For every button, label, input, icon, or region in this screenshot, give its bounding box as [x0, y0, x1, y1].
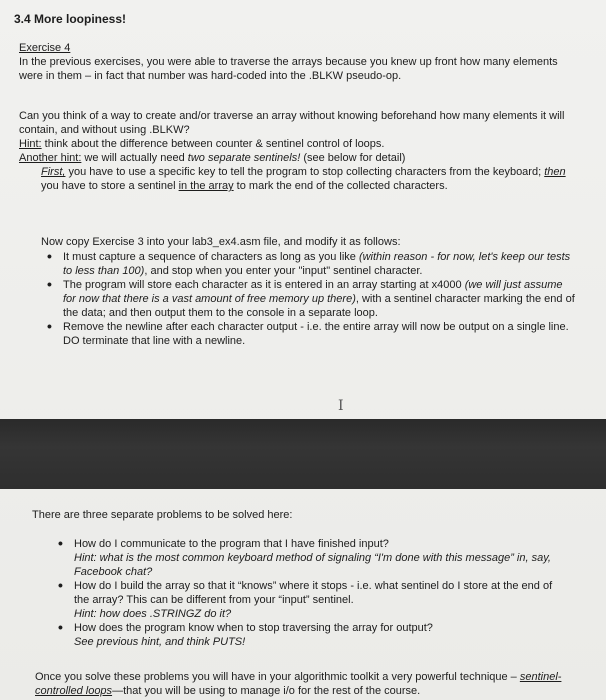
problem-hint: Hint: what is the most common keyboard method of signaling “I'm done with this message” in, say, Facebook chat?	[74, 552, 551, 578]
question-block	[19, 109, 579, 193]
problem-item	[52, 537, 564, 579]
first-text-c: to mark the end of the collected characters.	[233, 180, 448, 192]
then-label: then	[544, 166, 566, 178]
text-cursor-icon: I	[338, 398, 344, 414]
closing-paragraph	[35, 670, 575, 698]
requirement-text-end: , and stop when you enter your "input" sentinel character.	[144, 265, 423, 277]
another-hint-label: Another hint:	[19, 152, 82, 164]
first-text-a: you have to use a specific key to tell the program to stop collecting characters from the keyboard;	[65, 166, 545, 178]
closing-text-b: —that you will be using to manage i/o for the rest of the course.	[112, 685, 421, 697]
problem-question: • How do I build the array so that it “knows” where it stops - i.e. what sentinel do I store at the end of the array? This can be different from your “input” sentinel.	[74, 580, 553, 606]
closing-text-a: Once you solve these problems you will have in your algorithmic toolkit a very powerful technique –	[35, 671, 520, 683]
requirement-item	[41, 250, 577, 278]
problem-item	[52, 621, 564, 649]
requirements-list	[41, 250, 577, 348]
in-array-text: in the array	[178, 180, 234, 192]
question-text: Can you think of a way to create and/or traverse an array without knowing beforehand how many elements it will contain, and without using .BLKW?	[19, 110, 565, 136]
section-title: 3.4 More loopiness!	[14, 12, 127, 26]
exercise-intro: In the previous exercises, you were able to traverse the arrays because you knew up front how many elements were in them – in fact that number was hard-coded into the .BLKW pseudo-op.	[19, 56, 558, 82]
hint-text: think about the difference between counter & sentinel control of loops.	[41, 138, 385, 150]
screenshot-divider	[0, 419, 606, 489]
closing-emphasis: sentinel-controlled loops	[35, 671, 562, 697]
problem-question: • How does the program know when to stop traversing the array for output?	[74, 622, 433, 634]
another-hint-emphasis: two separate sentinels!	[187, 152, 301, 164]
requirement-emphasis: (we will just assume for now that there is a vast amount of free memory up there)	[63, 279, 563, 305]
problem-item	[52, 579, 564, 621]
copy-instruction: Now copy Exercise 3 into your lab3_ex4.asm file, and modify it as follows:	[41, 236, 401, 248]
requirement-emphasis: (within reason - for now, let's keep our tests to less than 100)	[63, 251, 571, 277]
exercise-heading: Exercise 4	[19, 42, 71, 54]
requirement-item	[41, 278, 577, 320]
another-hint-line	[19, 151, 579, 165]
requirement-text-end: , with a sentinel character marking the end of the data; and then output them to the console in a separate loop.	[63, 293, 575, 319]
another-hint-post: (see below for detail)	[300, 152, 406, 164]
problems-list	[52, 537, 564, 649]
first-label: First,	[41, 166, 66, 178]
hint-line	[19, 137, 579, 151]
exercise-intro-block	[19, 41, 579, 83]
problem-question: • How do I communicate to the program that I have finished input?	[74, 538, 389, 550]
modification-block	[41, 235, 577, 348]
problem-hint: See previous hint, and think PUTS!	[74, 636, 246, 648]
requirement-text: It must capture a sequence of characters as long as you like	[63, 251, 359, 263]
requirement-text: The program will store each character as it is entered in an array starting at x4000	[63, 279, 465, 291]
first-text-b: you have to store a sentinel	[41, 180, 179, 192]
problems-intro: There are three separate problems to be solved here:	[32, 509, 293, 521]
hint-label: Hint:	[19, 138, 42, 150]
problems-block	[52, 537, 564, 649]
requirement-item	[41, 320, 577, 348]
first-then-paragraph	[19, 165, 579, 193]
another-hint-pre: we will actually need	[81, 152, 188, 164]
requirement-text: Remove the newline after each character output - i.e. the entire array will now be output on a single line. DO terminate that line with a newline.	[63, 321, 569, 347]
problem-hint: Hint: how does .STRINGZ do it?	[74, 608, 232, 620]
